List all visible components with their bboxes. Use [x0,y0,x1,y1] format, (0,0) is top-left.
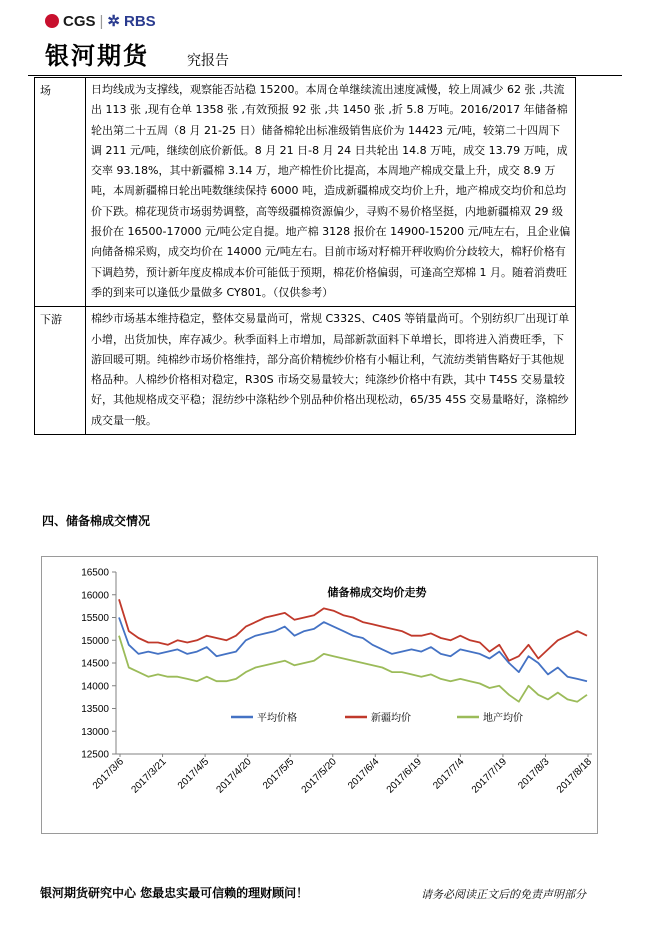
series-line-3 [119,636,587,702]
x-tick-label: 2017/7/19 [469,756,510,796]
rbs-logo-icon: ✲ [107,13,120,30]
table-row [35,307,576,435]
x-tick-label: 2017/6/19 [384,756,424,796]
chart-title: 储备棉成交均价走势 [327,587,427,599]
brand-title: 银河期货 [45,42,149,70]
logo-separator: | [99,12,104,30]
y-tick-label: 15500 [81,613,109,624]
table-row [35,78,576,307]
x-tick-label: 2017/6/4 [346,756,382,792]
header-divider [28,75,622,76]
x-tick-label: 2017/7/4 [431,756,467,792]
x-tick-label: 2017/5/20 [299,756,339,796]
logo-rbs-text: RBS [124,12,156,30]
analysis-table [34,77,576,435]
y-tick-label: 14500 [81,658,109,670]
x-tick-label: 2017/3/6 [90,756,127,792]
section-title: 四、储备棉成交情况 [42,514,151,528]
x-tick-label: 2017/3/21 [129,756,169,796]
row-label: 下游 [35,307,86,435]
footer-slogan: 银河期货研究中心 您最忠实最可信赖的理财顾问！ [40,886,309,900]
y-tick-label: 16000 [81,590,109,602]
footer-disclaimer: 请务必阅读正文后的免责声明部分 [421,888,586,901]
chart-container [41,556,598,834]
price-trend-chart [42,557,597,833]
x-tick-label: 2017/4/5 [175,756,212,792]
row-label: 场 [35,78,86,307]
x-tick-label: 2017/4/20 [214,756,254,796]
legend-label: 地产均价 [483,713,523,724]
x-tick-label: 2017/8/3 [516,756,552,792]
y-tick-label: 12500 [81,749,109,761]
y-tick-label: 13500 [81,704,109,715]
row-text: 日均线成为支撑线，观察能否站稳 15200。本周仓单继续流出速度减慢，较上周减少 62 张 ,共流出 113 张 ,现有仓单 1358 张 ,有效预报 92 张 ,共 1450 张 ,折 5.8 万吨。2016/2017 年储备棉轮出第二十五周（8 月 21-25 日）储备棉轮出标准级销售底价为 14423 元/吨，较第二十四周下调 211 元/吨，继续创底价新低。8 月 21 日-8 月 24 日共轮出 14.8 万吨，成交 13.79 万吨，成交率 93.18%，其中新疆棉 3.14 万，地产棉性价比提高，本周地产棉成交量上升，成交 8.9 万吨，本周新疆棉日轮出吨数继续保持 6000 吨，造成新疆棉成交均价上升，地产棉成交均价和总均价下跌。棉花现货市场弱势调整，高等级疆棉资源偏少，寻购不易价格坚挺，内地新疆棉双 29 级报价在 16500-17000 元/吨公定自提。地产棉 3128 报价在 14900-15200 元/吨左右，且企业偏向储备棉采购，成交均价在 14000 元/吨左右。目前市场对籽棉开秤收购价分歧较大，棉籽价格有下调趋势，预计新年度皮棉成本价可能低于预期，棉花价格偏弱，可逢高空郑棉 1 月。随着消费旺季的到来可以逢低少量做多 CY801。（仅供参考） [86,78,576,307]
y-tick-label: 13000 [81,726,109,738]
cgs-logo-icon [45,14,59,28]
x-tick-label: 2017/8/18 [554,756,595,796]
series-line-1 [119,618,587,682]
y-tick-label: 16500 [81,567,109,579]
logo-cgs-text: CGS [63,12,96,30]
y-tick-label: 15000 [81,635,109,647]
legend-label: 平均价格 [257,713,297,724]
x-tick-label: 2017/5/5 [260,756,297,792]
y-tick-label: 14000 [81,681,109,693]
row-text: 棉纱市场基本维持稳定，整体交易量尚可，常规 C332S、C40S 等销量尚可。个别纺织厂出现订单小增，出货加快，库存减少。秋季面料上市增加，局部新款面料下单增长，即将进入消费旺季，下游回暖可期。纯棉纱市场价格维持，部分高价精梳纱价格有小幅让利，气流纺类销售略好于其他规格品种。人棉纱价格相对稳定，R30S 市场交易量较大；纯涤纱价格中有跌，其中 T45S 交易量较好，其他规格成交平稳；混纺纱中涤粘纱个别品种价格出现松动，65/35 45S 交易量略好，涤棉纱成交量一般。 [86,307,576,435]
series-line-2 [119,599,587,660]
legend-label: 新疆均价 [371,713,411,724]
report-label: 究报告 [187,53,229,69]
company-logo [45,12,156,30]
